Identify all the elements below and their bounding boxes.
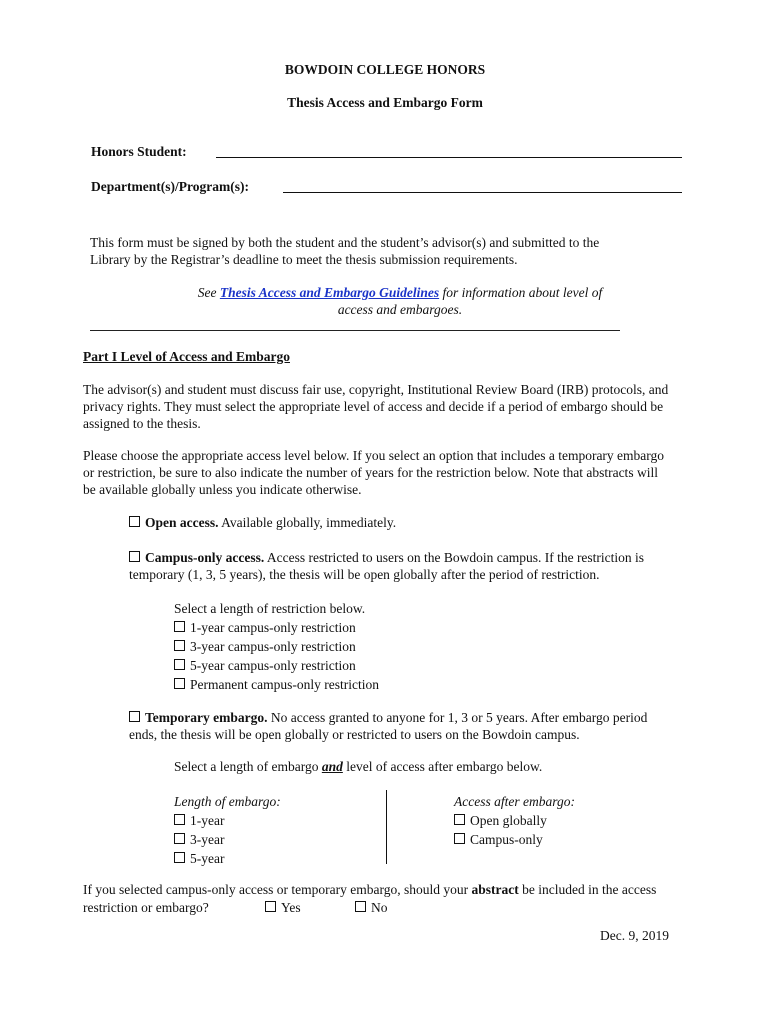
option-title: Open access.: [145, 515, 219, 530]
list-item: [174, 656, 379, 675]
column-divider: [386, 790, 387, 864]
paragraph-line: or restriction, be sure to also indicate the number of years for the restriction below. Note that abstracts will: [83, 465, 658, 480]
intro-line: This form must be signed by both the student and the student’s advisor(s) and submitted to the: [90, 235, 600, 250]
list-item: [174, 675, 379, 694]
checkbox[interactable]: [174, 852, 185, 863]
question-prefix: If you selected campus-only access or temporary embargo, should your: [83, 882, 472, 897]
list-item-label: Permanent campus-only restriction: [190, 677, 379, 692]
temporary-embargo-checkbox[interactable]: [129, 711, 140, 722]
list-item-label: 1-year: [190, 813, 225, 828]
paragraph-line: be available globally unless you indicate otherwise.: [83, 482, 362, 497]
select-prefix: Select a length of embargo: [174, 759, 322, 774]
checkbox[interactable]: [454, 833, 465, 844]
divider: [90, 330, 620, 331]
guidelines-suffix: for information about level of: [439, 285, 603, 300]
after-heading: Access after embargo:: [454, 794, 575, 809]
guidelines-note: [90, 284, 710, 318]
guidelines-line2: access and embargoes.: [337, 302, 463, 317]
select-and: and: [321, 759, 343, 774]
paragraph-line: assigned to the thesis.: [83, 416, 201, 431]
list-item: [454, 830, 575, 849]
list-item-label: Campus-only: [470, 832, 543, 847]
abstract-question: [83, 881, 703, 917]
intro-line: Library by the Registrar’s deadline to meet the thesis submission requirements.: [90, 252, 518, 267]
guidelines-prefix: See: [197, 285, 220, 300]
length-heading: Length of embargo:: [174, 794, 281, 809]
select-suffix: level of access after embargo below.: [342, 759, 543, 774]
list-item: [174, 811, 281, 830]
option-title: Temporary embargo.: [145, 710, 268, 725]
open-access-option: [129, 514, 396, 532]
checkbox[interactable]: [174, 640, 185, 651]
list-item-label: 5-year campus-only restriction: [190, 658, 356, 673]
campus-restriction-list: [174, 599, 379, 694]
yes-label: Yes: [281, 900, 301, 915]
paragraph-line: The advisor(s) and student must discuss fair use, copyright, Institutional Review Board (IRB) protocols, and: [83, 382, 669, 397]
checkbox[interactable]: [174, 621, 185, 632]
open-access-checkbox[interactable]: [129, 516, 140, 527]
option-text: Access restricted to users on the Bowdoin campus. If the restriction is: [264, 550, 645, 565]
embargo-select-label: [174, 759, 542, 775]
honors-student-label: Honors Student:: [91, 144, 187, 159]
list-item-label: Open globally: [470, 813, 547, 828]
checkbox[interactable]: [174, 833, 185, 844]
no-label: No: [371, 900, 388, 915]
question-suffix: be included in the access: [518, 882, 657, 897]
restriction-select-label: Select a length of restriction below.: [174, 601, 366, 616]
access-after-embargo-list: [454, 792, 575, 849]
list-item-label: 3-year campus-only restriction: [190, 639, 356, 654]
checkbox[interactable]: [174, 678, 185, 689]
form-title: BOWDOIN COLLEGE HONORS: [284, 62, 486, 77]
campus-only-option: [129, 549, 699, 583]
no-checkbox[interactable]: [355, 901, 366, 912]
guidelines-link[interactable]: Thesis Access and Embargo Guidelines: [219, 285, 440, 300]
option-title: Campus-only access.: [145, 550, 265, 565]
checkbox[interactable]: [454, 814, 465, 825]
abstract-no-option: [355, 899, 388, 917]
option-text: temporary (1, 3, 5 years), the thesis will be open globally after the period of restriction.: [129, 567, 600, 582]
campus-only-checkbox[interactable]: [129, 551, 140, 562]
list-item: [174, 637, 379, 656]
paragraph-line: Please choose the appropriate access level below. If you select an option that includes a temporary embargo: [83, 448, 665, 463]
list-item-label: 1-year campus-only restriction: [190, 620, 356, 635]
honors-student-field[interactable]: [216, 157, 682, 158]
part1-heading: Part I Level of Access and Embargo: [83, 349, 290, 364]
part1-paragraph: [83, 381, 688, 432]
form-date: Dec. 9, 2019: [600, 928, 669, 943]
list-item-label: 5-year: [190, 851, 225, 866]
checkbox[interactable]: [174, 659, 185, 670]
yes-checkbox[interactable]: [265, 901, 276, 912]
intro-paragraph: [90, 234, 690, 268]
question-line2: restriction or embargo?: [83, 900, 209, 915]
option-text: Available globally, immediately.: [218, 515, 397, 530]
department-label: Department(s)/Program(s):: [91, 179, 249, 194]
paragraph-line: privacy rights. They must select the appropriate level of access and decide if a period of embargo should be: [83, 399, 664, 414]
embargo-length-list: [174, 792, 281, 868]
checkbox[interactable]: [174, 814, 185, 825]
form-subtitle: Thesis Access and Embargo Form: [287, 95, 483, 110]
option-text: ends, the thesis will be open globally or restricted to users on the Bowdoin campus.: [129, 727, 580, 742]
list-item-label: 3-year: [190, 832, 225, 847]
list-item: [174, 830, 281, 849]
option-text: No access granted to anyone for 1, 3 or 5 years. After embargo period: [267, 710, 648, 725]
abstract-yes-option: [265, 899, 301, 917]
temporary-embargo-option: [129, 709, 699, 743]
access-instructions: [83, 447, 688, 498]
list-item: [174, 618, 379, 637]
list-item: [174, 849, 281, 868]
department-field[interactable]: [283, 192, 682, 193]
list-item: [454, 811, 575, 830]
question-bold: abstract: [471, 882, 519, 897]
